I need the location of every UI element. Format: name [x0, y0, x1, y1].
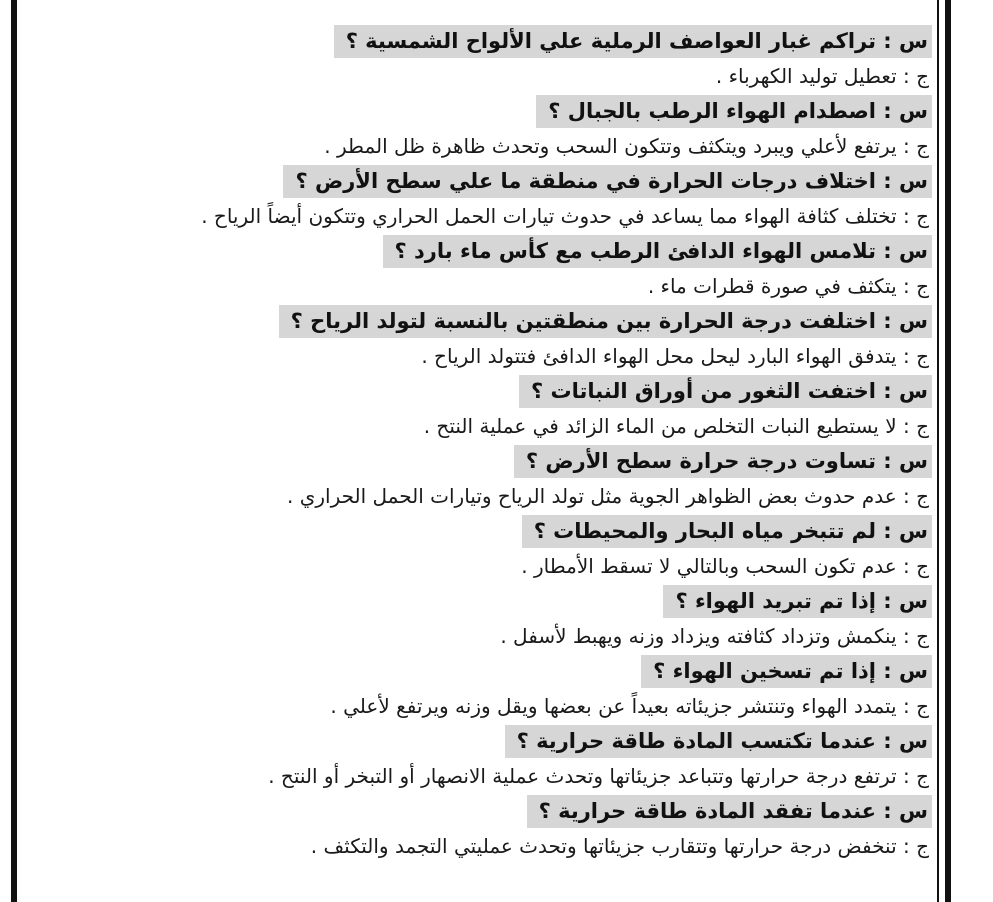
page-border-right-inner [937, 0, 939, 902]
answer-text: ج : يتمدد الهواء وتنتشر جزيئاته بعيداً عن بعضها ويقل وزنه ويرتفع لأعلي . [330, 694, 929, 718]
question-text: س : تراكم غبار العواصف الرملية علي الألواح الشمسية ؟ [334, 25, 932, 58]
page-border-left [11, 0, 17, 902]
question-text: س : إذا تم تبريد الهواء ؟ [663, 585, 932, 618]
qa-item [20, 444, 932, 514]
qa-item [20, 374, 932, 444]
answer-text: ج : يتدفق الهواء البارد ليحل محل الهواء الدافئ فتتولد الرياح . [421, 344, 929, 368]
page-border-right-outer [945, 0, 951, 902]
question-text: س : تلامس الهواء الدافئ الرطب مع كأس ماء بارد ؟ [383, 235, 932, 268]
question-text: س : اصطدام الهواء الرطب بالجبال ؟ [536, 95, 932, 128]
qa-item [20, 514, 932, 584]
question-text: س : اختفت الثغور من أوراق النباتات ؟ [519, 375, 932, 408]
qa-item [20, 724, 932, 794]
answer-text: ج : لا يستطيع النبات التخلص من الماء الزائد في عملية النتح . [423, 414, 929, 438]
answer-text: ج : ترتفع درجة حرارتها وتتباعد جزيئاتها وتحدث عملية الانصهار أو التبخر أو النتح . [268, 764, 929, 788]
answer-text: ج : عدم تكون السحب وبالتالي لا تسقط الأمطار . [521, 554, 929, 578]
qa-item [20, 24, 932, 94]
qa-item [20, 164, 932, 234]
question-text: س : عندما تكتسب المادة طاقة حرارية ؟ [505, 725, 932, 758]
question-text: س : لم تتبخر مياه البحار والمحيطات ؟ [522, 515, 932, 548]
qa-item [20, 584, 932, 654]
question-text: س : عندما تفقد المادة طاقة حرارية ؟ [527, 795, 932, 828]
answer-text: ج : يرتفع لأعلي ويبرد ويتكثف وتتكون السحب وتحدث ظاهرة ظل المطر . [324, 134, 929, 158]
qa-sheet [20, 24, 932, 864]
answer-text: ج : تنخفض درجة حرارتها وتتقارب جزيئاتها وتحدث عمليتي التجمد والتكثف . [310, 834, 929, 858]
qa-item [20, 654, 932, 724]
answer-text: ج : تختلف كثافة الهواء مما يساعد في حدوث تيارات الحمل الحراري وتتكون أيضاً الرياح . [201, 204, 929, 228]
qa-item [20, 304, 932, 374]
answer-text: ج : ينكمش وتزداد كثافته ويزداد وزنه ويهبط لأسفل . [500, 624, 929, 648]
question-text: س : اختلفت درجة الحرارة بين منطقتين بالنسبة لتولد الرياح ؟ [279, 305, 932, 338]
answer-text: ج : تعطيل توليد الكهرباء . [715, 64, 929, 88]
answer-text: ج : يتكثف في صورة قطرات ماء . [647, 274, 929, 298]
question-text: س : تساوت درجة حرارة سطح الأرض ؟ [514, 445, 932, 478]
qa-item [20, 234, 932, 304]
question-text: س : إذا تم تسخين الهواء ؟ [641, 655, 932, 688]
qa-item [20, 794, 932, 864]
qa-item [20, 94, 932, 164]
answer-text: ج : عدم حدوث بعض الظواهر الجوية مثل تولد الرياح وتيارات الحمل الحراري . [286, 484, 929, 508]
question-text: س : اختلاف درجات الحرارة في منطقة ما علي سطح الأرض ؟ [283, 165, 932, 198]
